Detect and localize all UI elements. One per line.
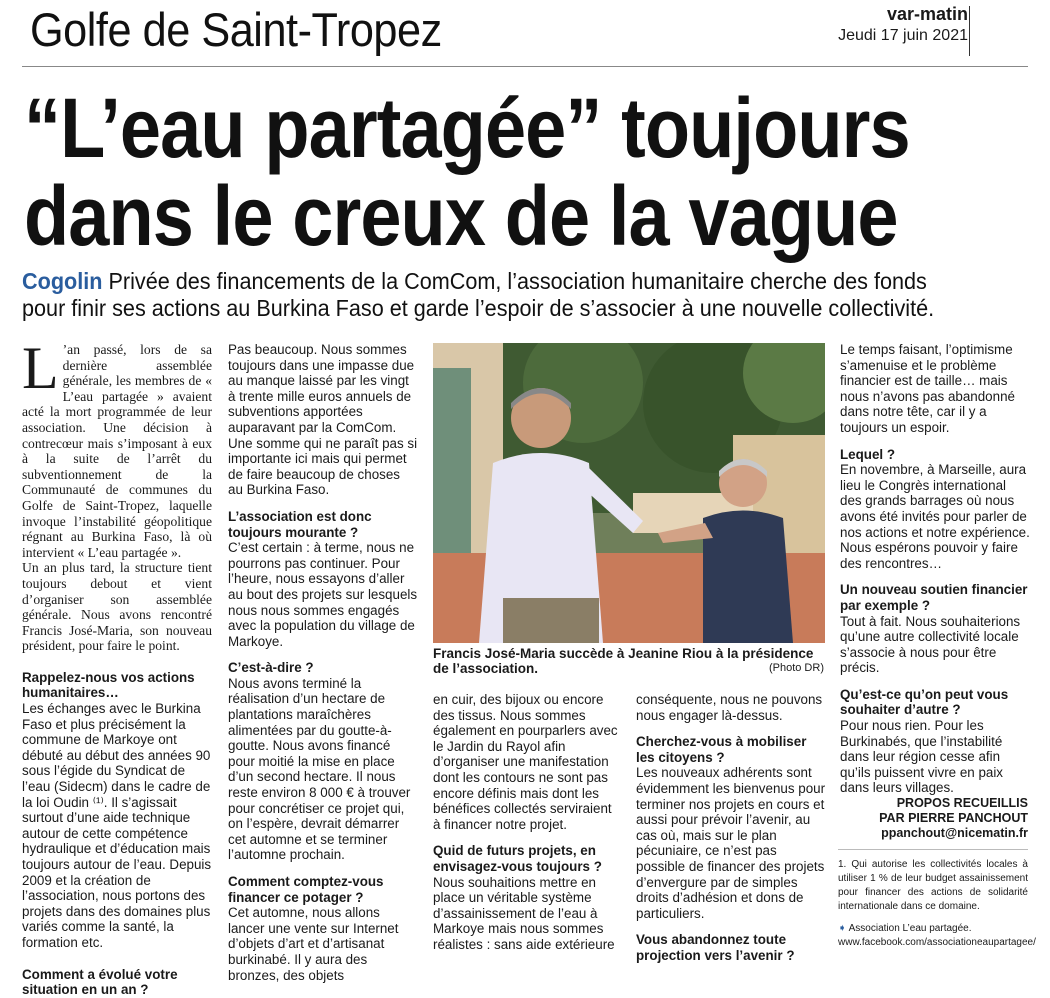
- answer-1: Les échanges avec le Burkina Faso et plus précisément la commune de Markoye ont débuté au début des années 90 sous l’égide du Syndicat de l’eau (Sidecm) dans le cadre de la loi Oudin ⁽¹⁾. Il s’agissait surtout d’une aide technique autour de cette compétence hydraulique et d’éducation mais toujours autour de l’eau. Depuis 2009 et la création de l’association, nous portons des projets dans des domaines plus variés comme la santé, la formation etc.: [22, 701, 212, 950]
- arrow-icon: ➧: [838, 923, 847, 934]
- column-3: [433, 692, 619, 953]
- answer-6: Nous souhaitions mettre en place un véritable système d’assainissement de l’eau à Markoye mais nous sommes réalistes : sans aide extérieure: [433, 874, 615, 952]
- answer-11: Pour nous rien. Pour les Burkinabés, que l’instabilité dans leur région cesse afin qu’ils puissent vivre en paix dans leurs villages.: [840, 718, 1004, 796]
- answer-8: Le temps faisant, l’optimisme s’amenuise et le problème financier est de taille… mais nous n’avons pas abandonné dans notre tête, car il y a toujours un espoir.: [840, 342, 1015, 435]
- footnote-divider: [838, 849, 1028, 850]
- association-name: Association L’eau partagée.: [848, 923, 972, 934]
- photo-image: [433, 343, 825, 643]
- question-7: Cherchez-vous à mobiliser les citoyens ?: [636, 734, 807, 765]
- answer-2: Pas beaucoup. Nous sommes toujours dans une impasse due au manque laissé par les vingt à trente mille euros annuels de subventions apportées auparavant par la ComCom. Une somme qui ne paraît pas si importante ici mais qui permet de faire beaucoup de choses au Burkina Faso.: [228, 342, 418, 498]
- byline-line-1: PROPOS RECUEILLIS: [896, 796, 1028, 810]
- intro-paragraph: L ’an passé, lors de sa dernière assemblée générale, les membres de « L’eau partagée » avaient acté la mort programmée de leur association. Une décision à contrecœur mais s’imposant à eux à la suite de l’arrêt du subventionnement de la Communauté de communes du Golfe de Saint-Tropez, laquelle invoque l’instabilité géopolitique régnant au Burkina Faso, là où intervient « L’eau partagée ».: [22, 335, 212, 560]
- standfirst: [22, 268, 971, 322]
- byline-line-2: PAR PIERRE PANCHOUT: [879, 811, 1028, 825]
- question-3: L’association est donc toujours mourante ?: [228, 508, 372, 540]
- column-4: [636, 692, 826, 964]
- newspaper-brand: var-matin: [886, 4, 968, 24]
- intro-paragraph-2: Un an plus tard, la structure tient toujours debout et vient d’organiser son assemblée générale. Nous avons rencontré Francis José-Maria, son nouveau président, pour faire le point.: [22, 560, 212, 654]
- answer-7: Les nouveaux adhérents sont évidemment les bienvenus pour terminer nos projets en cours et aussi pour prévoir l’avenir, au cas où, mais sur le plan pécuniaire, ce n’est pas possible de financer des projets d’envergure par de simples droits d’adhésion et dons de particuliers.: [636, 765, 826, 921]
- header-rule: [22, 66, 1028, 67]
- headline: [24, 81, 913, 263]
- header-divider: [969, 6, 970, 56]
- standfirst-line-1: Privée des financements de la ComCom, l’association humanitaire cherche des fonds: [102, 268, 927, 294]
- byline: [838, 796, 1028, 841]
- question-4: C’est-à-dire ?: [228, 660, 314, 676]
- section-title: Golfe de Saint-Tropez: [30, 3, 442, 56]
- column-5: [840, 342, 1030, 796]
- association-links: [838, 922, 1036, 950]
- question-8: Vous abandonnez toute projection vers l’avenir ?: [636, 932, 795, 963]
- question-11: Qu’est-ce qu’on peut vous souhaiter d’autre ?: [840, 686, 1009, 718]
- headline-line-2: dans le creux de la vague: [24, 169, 898, 263]
- association-url: www.facebook.com/associationeaupartagee/: [838, 937, 1036, 948]
- standfirst-line-2: pour finir ses actions au Burkina Faso et garde l’espoir de s’associer à une nouvelle collectivité.: [22, 295, 935, 321]
- answer-4: Nous avons terminé la réalisation d’un hectare de plantations maraîchères alimentées par du goutte-à-goutte. Nous avons financé pour moitié la mise en place d’un second hectare. Il nous reste environ 8 000 € à trouver pour concrétiser ce projet qui, on l’espère, devrait démarrer cet automne et se terminer l’automne prochain.: [228, 675, 411, 863]
- issue-date: Jeudi 17 juin 2021: [838, 27, 968, 44]
- question-2: Comment a évolué votre situation en un an ?: [22, 966, 178, 998]
- location-kicker: Cogolin: [22, 268, 103, 294]
- answer-3: C’est certain : à terme, nous ne pourrons pas continuer. Pour l’heure, nous essayons d’aller au bout des projets sur lesquels nous nous sommes engagés avec la population du village de Markoye.: [228, 540, 418, 649]
- byline-email: ppanchout@nicematin.fr: [881, 826, 1028, 840]
- question-5: Comment comptez-vous financer ce potager ?: [228, 874, 384, 905]
- footnote: 1. Qui autorise les collectivités locales à utiliser 1 % de leur budget assainissement pour financer des actions de solidarité internationale dans ce domaine.: [838, 859, 1028, 912]
- question-9: Lequel ?: [840, 446, 896, 462]
- column-1: [22, 335, 212, 998]
- answer-6-continued: conséquente, nous ne pouvons nous engager là-dessus.: [636, 692, 823, 723]
- answer-5-continued: en cuir, des bijoux ou encore des tissus. Nous sommes également en pourparlers avec le Jardin du Rayol afin d’organiser une manifestation dont les contours ne sont pas encore définis mais dont les bénéfices collectés serviraient à financer notre projet.: [433, 692, 618, 832]
- question-6: Quid de futurs projets, en envisagez-vous toujours ?: [433, 843, 602, 874]
- question-1: Rappelez-nous vos actions humanitaires…: [22, 669, 195, 701]
- headline-line-1: “L’eau partagée” toujours: [24, 81, 910, 175]
- article-photo: [433, 343, 825, 643]
- answer-10: Tout à fait. Nous souhaiterions qu’une autre collectivité locale s’associe à nous pour être précis.: [840, 613, 1021, 676]
- drop-cap: L: [22, 335, 59, 401]
- question-10: Un nouveau soutien financier par exemple ?: [840, 582, 1028, 613]
- photo-caption: Francis José-Maria succède à Jeanine Riou à la présidence de l’association.: [433, 646, 814, 676]
- answer-9: En novembre, à Marseille, aura lieu le Congrès international des grands barrages où nous avons été invités pour parler de nos actions et notre expérience. Nous espérons pouvoir y faire des rencontres…: [840, 462, 1030, 571]
- answer-5: Cet automne, nous allons lancer une vente sur Internet d’objets d’art et d’artisanat burkinabé. Il y aura des bronzes, des objets: [228, 905, 399, 983]
- column-2: [228, 342, 418, 983]
- photo-credit: (Photo DR): [768, 662, 824, 674]
